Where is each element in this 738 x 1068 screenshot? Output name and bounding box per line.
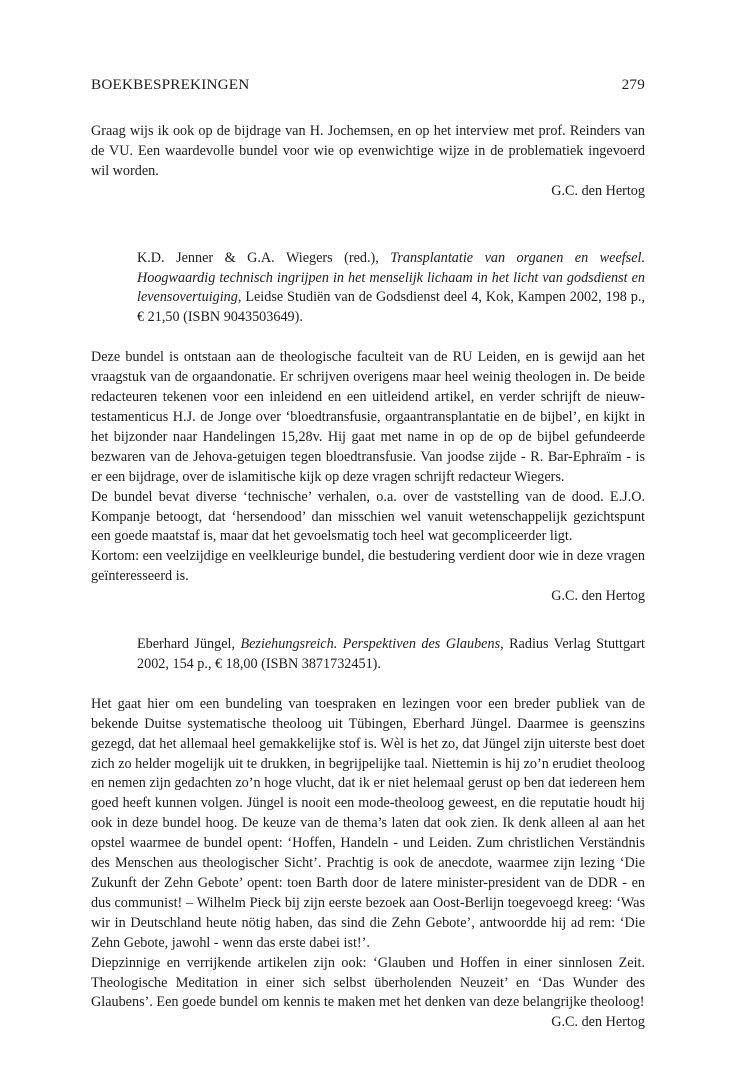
review-body: [91, 348, 645, 587]
book-reference: [137, 249, 645, 329]
book-details: , Radius Verlag Stuttgart 2002, 154 p., € 18,00 (ISBN 3871732451).: [137, 636, 645, 672]
reviewer-signature: G.C. den Hertog: [551, 182, 645, 199]
reviewer-signature: G.C. den Hertog: [551, 1014, 645, 1031]
page: [91, 76, 645, 1033]
review-paragraph: De bundel bevat diverse ‘technische’ verhalen, o.a. over de vaststelling van de dood. E.J.O. Kompanje betoogt, dat ‘hersendood’ dan misschien wel vanuit wetenschappelijk gezichtspunt een goede maatstaf is, maar dat het gevoelsmatig toch heel wat gecompliceerder ligt.: [91, 488, 645, 545]
review-paragraph: Het gaat hier om een bundeling van toespraken en lezingen voor een breder publiek van de bekende Duitse systematische theoloog uit Tübingen, Eberhard Jüngel. Daarmee is geenszins gezegd, dat het allemaal heel gemakkelijke stof is. Wèl is het zo, dat Jüngel zijn uiterste best doet zich zo helder mogelijk uit te drukken, in begrijpelijke taal. Niettemin is hij zo’n erudiet theoloog en nemen zijn gedachten zo’n hoge vlucht, dat ik er niet helemaal gerust op ben dat iedereen hem goed heeft kunnen volgen. Jüngel is nooit een mode-theoloog geweest, en die reputatie houdt hij ook in deze bundel hoog. De keuze van de thema’s laten dat ook zien. Ik denk alleen al aan het opstel waarmee de bundel opent: ‘Hoffen, Handeln - und Leiden. Zum christlichen Verständnis des Menschen aus theologischer Sicht’. Prachtig is ook de anecdote, waarmee zijn lezing ‘Die Zukunft der Zehn Gebote’ opent: toen Barth door de latere minister-president van de DDR - en dus communist! – Wilhelm Pieck bij zijn eerste bezoek aan Oost-Berlijn toegevoegd kreeg: ‘Was wir in Deutschland heute nötig haben, das sind die Zehn Gebote’, antwoordde hij ad rem: ‘Die Zehn Gebote, jawohl - wenn das erste dabei ist!’.: [91, 695, 645, 951]
review-body: [91, 695, 645, 1014]
section-title: BOEKBESPREKINGEN: [91, 76, 250, 93]
book-title: Transplantatie van organen en weefsel. Hoogwaardig technisch ingrijpen in het menselijk lichaam in het licht van godsdienst en levensovertuiging: [137, 249, 645, 306]
review-paragraph: Diepzinnige en verrijkende artikelen zijn ook: ‘Glauben und Hoffen in einer sinnlosen Zeit. Theologische Meditation in einer sich selbst überholenden Neuzeit’ en ‘Das Wunder des Glaubens’. Een goede bundel om kennis te maken met het denken van deze belangrijke theoloog!: [91, 954, 645, 1011]
book-details: , Leidse Studiën van de Godsdienst deel 4, Kok, Kampen 2002, 198 p., € 21,50 (ISBN 9043503649).: [137, 289, 645, 326]
page-number: 279: [621, 76, 645, 93]
review-transplantatie: [91, 249, 645, 607]
book-reference: [137, 635, 645, 675]
review-paragraph: Graag wijs ik ook op de bijdrage van H. Jochemsen, en op het interview met prof. Reinders van de VU. Een waardevolle bundel voor wie op evenwichtige wijze in de problematiek ingevoerd wil worden.: [91, 123, 645, 179]
running-head: [91, 76, 645, 102]
book-authors: K.D. Jenner & G.A. Wiegers (red.),: [137, 249, 391, 266]
reviewer-signature: G.C. den Hertog: [551, 588, 645, 605]
review-paragraph: Kortom: een veelzijdige en veelkleurige bundel, die bestudering verdient door wie in deze vragen geïnteresseerd is.: [91, 548, 645, 585]
review-paragraph: Deze bundel is ontstaan aan de theologische faculteit van de RU Leiden, en is gewijd aan het vraagstuk van de orgaandonatie. Er schrijven overigens maar heel weinig theologen in. De beide redacteuren tekenen voor een inleidend en een uitleidend artikel, en verder schrijft de nieuw-testamenticus H.J. de Jonge over ‘bloedtransfusie, orgaantransplantatie en de bijbel’, en kijkt in het bijzonder naar Handelingen 15,28v. Hij gaat met name in op de op de bijbel gefundeerde bezwaren van de Jehova-getuigen tegen bloedtransfusie. Van joodse zijde - R. Bar-Ephraïm - is er een bijdrage, over de islamitische kijk op deze vragen schrijft redacteur Wiegers.: [91, 349, 645, 485]
book-title: Beziehungsreich. Perspektiven des Glaubens: [240, 636, 501, 653]
review-continued: [91, 122, 645, 202]
review-beziehungsreich: [91, 635, 645, 1033]
book-authors: Eberhard Jüngel,: [137, 636, 241, 653]
